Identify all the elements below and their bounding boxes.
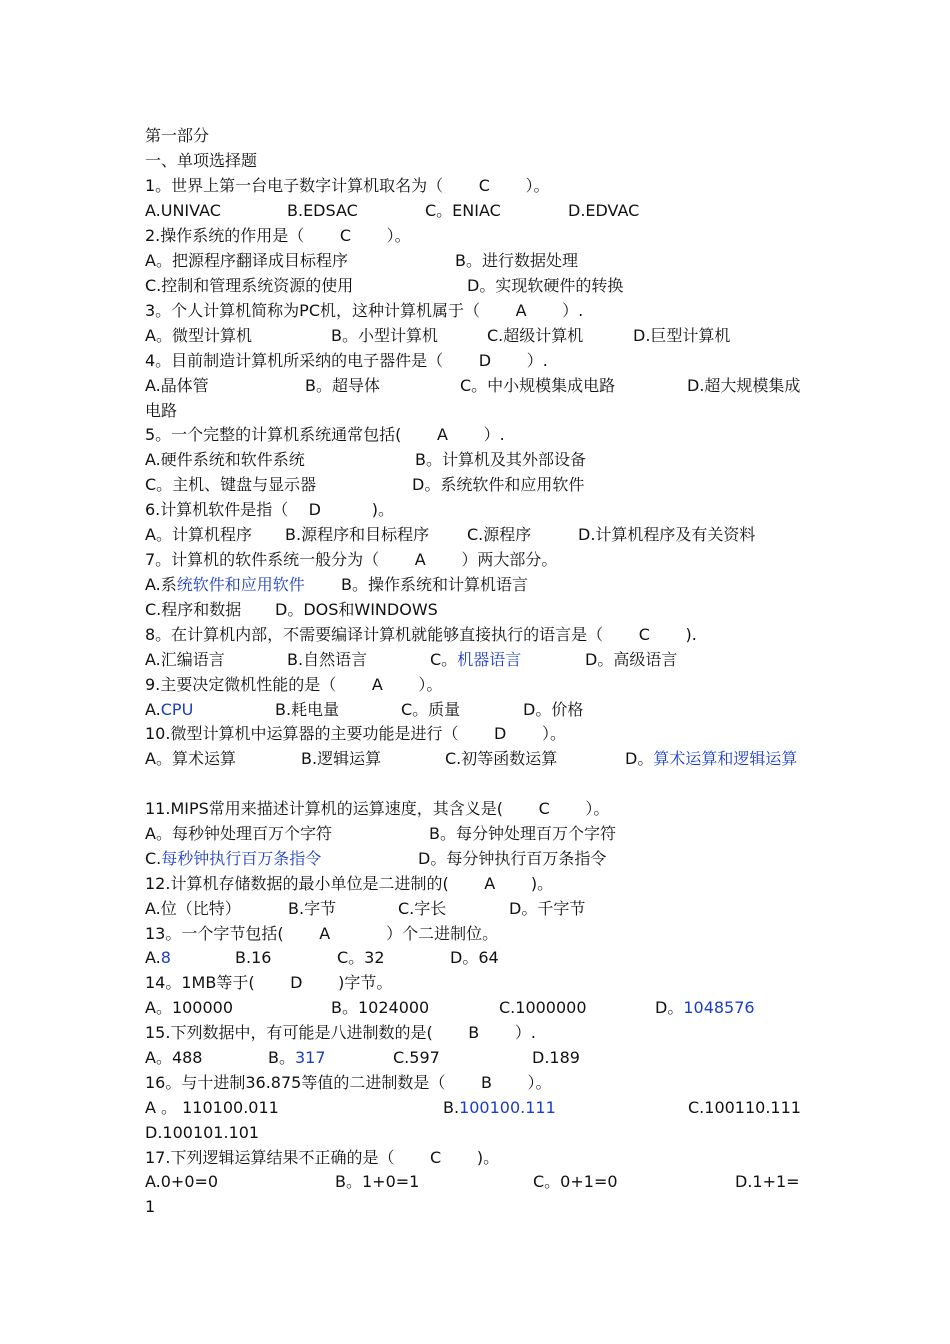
option-d: D。高级语言 xyxy=(585,650,678,669)
options-16 xyxy=(145,1096,801,1120)
options-5b xyxy=(145,473,585,497)
option-d: D.计算机程序及有关资料 xyxy=(578,525,756,544)
option-d: D.EDVAC xyxy=(568,201,640,220)
option-b: B。操作系统和计算机语言 xyxy=(341,575,528,594)
options-15 xyxy=(145,1046,580,1070)
option-b: B.逻辑运算 xyxy=(301,749,382,768)
option-a: A.汇编语言 xyxy=(145,650,225,669)
option-a: A。计算机程序 xyxy=(145,525,252,544)
option-d: D。千字节 xyxy=(509,899,586,918)
question-11: 11.MIPS常用来描述计算机的运算速度，其含义是( C ）。 xyxy=(145,799,610,818)
option-highlight: 每秒钟执行百万条指令 xyxy=(161,849,322,868)
option-b xyxy=(268,1046,326,1070)
options-7a xyxy=(145,573,528,597)
option-a: A。每秒钟处理百万个字符 xyxy=(145,824,332,843)
option-highlight: 机器语言 xyxy=(457,650,522,669)
option-a: A.硬件系统和软件系统 xyxy=(145,450,305,469)
option-b: B.字节 xyxy=(288,899,337,918)
options-13 xyxy=(145,946,499,970)
option-prefix: A. xyxy=(145,700,161,719)
option-a: A。488 xyxy=(145,1048,203,1067)
question-16: 16。与十进制36.875等值的二进制数是（ B ）。 xyxy=(145,1073,552,1092)
option-b: B。进行数据处理 xyxy=(455,251,578,270)
option-d: D。价格 xyxy=(523,700,584,719)
options-9 xyxy=(145,698,584,722)
option-highlight: 统软件和应用软件 xyxy=(176,575,305,594)
option-a: A。算术运算 xyxy=(145,749,236,768)
question-15: 15.下列数据中，有可能是八进制数的是( B ）. xyxy=(145,1023,536,1042)
options-14 xyxy=(145,996,755,1020)
option-b: B。计算机及其外部设备 xyxy=(415,450,586,469)
option-highlight: 8 xyxy=(160,948,171,967)
option-b: B.源程序和目标程序 xyxy=(285,525,430,544)
option-c: C.程序和数据 xyxy=(145,600,242,619)
question-7: 7。计算机的软件系统一般分为（ A ）两大部分。 xyxy=(145,550,558,569)
options-11b xyxy=(145,847,607,871)
option-c xyxy=(430,648,521,672)
option-c: C.超级计算机 xyxy=(487,326,584,345)
option-d: D。DOS和WINDOWS xyxy=(275,600,438,619)
options-8 xyxy=(145,648,678,672)
options-4 xyxy=(145,374,801,398)
option-prefix: D。 xyxy=(655,998,684,1017)
option-a: A 。 110100.011 xyxy=(145,1098,279,1117)
option-c: C.100110.111 xyxy=(688,1098,801,1117)
option-a xyxy=(145,698,193,722)
question-1: 1。世界上第一台电子数字计算机取名为（ C ）。 xyxy=(145,176,550,195)
question-14: 14。1MB等于( D )字节。 xyxy=(145,973,393,992)
option-d: D。系统软件和应用软件 xyxy=(412,475,585,494)
options-12 xyxy=(145,897,586,921)
option-d: D。64 xyxy=(450,948,499,967)
subsection-title: 一、单项选择题 xyxy=(145,151,258,170)
options-7b xyxy=(145,598,438,622)
option-prefix: B。 xyxy=(268,1048,295,1067)
option-b: B.自然语言 xyxy=(287,650,368,669)
options-2a xyxy=(145,249,578,273)
option-a: A.UNIVAC xyxy=(145,201,221,220)
option-d: D.100101.101 xyxy=(145,1123,260,1142)
option-wrap-4: 电路 xyxy=(145,401,178,420)
question-17: 17.下列逻辑运算结果不正确的是（ C )。 xyxy=(145,1148,500,1167)
option-c: C.控制和管理系统资源的使用 xyxy=(145,276,354,295)
option-b: B.16 xyxy=(235,948,272,967)
question-5: 5。一个完整的计算机系统通常包括( A ）. xyxy=(145,425,505,444)
options-16b xyxy=(145,1121,260,1145)
option-c: C.1000000 xyxy=(499,998,587,1017)
options-10 xyxy=(145,747,798,771)
option-prefix: A. xyxy=(145,948,161,967)
option-b: B。小型计算机 xyxy=(331,326,438,345)
option-prefix: B. xyxy=(443,1098,460,1117)
option-c xyxy=(145,847,321,871)
option-d xyxy=(655,996,755,1020)
option-wrap-17: 1 xyxy=(145,1197,156,1216)
options-3 xyxy=(145,324,731,348)
option-a: A。微型计算机 xyxy=(145,326,252,345)
question-8: 8。在计算机内部，不需要编译计算机就能够直接执行的语言是（ C ). xyxy=(145,625,697,644)
option-d: D.189 xyxy=(532,1048,580,1067)
question-13: 13。一个字节包括( A ）个二进制位。 xyxy=(145,924,499,943)
option-b xyxy=(443,1096,556,1120)
option-d: D。每分钟执行百万条指令 xyxy=(418,849,607,868)
option-a: A。把源程序翻译成目标程序 xyxy=(145,251,348,270)
options-5a xyxy=(145,448,586,472)
option-b: B。1024000 xyxy=(331,998,430,1017)
option-d: D.1+1= xyxy=(735,1172,800,1191)
option-c: C。0+1=0 xyxy=(533,1172,618,1191)
option-c: C。32 xyxy=(337,948,385,967)
option-prefix: C。 xyxy=(430,650,458,669)
options-1 xyxy=(145,199,640,223)
section-title: 第一部分 xyxy=(145,126,210,145)
option-d xyxy=(625,747,797,771)
question-4: 4。目前制造计算机所采纳的电子器件是（ D ）. xyxy=(145,351,548,370)
option-c: C。中小规模集成电路 xyxy=(460,376,616,395)
option-highlight: 100100.111 xyxy=(459,1098,556,1117)
option-c: C.源程序 xyxy=(467,525,532,544)
option-highlight: 算术运算和逻辑运算 xyxy=(653,749,798,768)
options-6 xyxy=(145,523,756,547)
question-10: 10.微型计算机中运算器的主要功能是进行（ D ）。 xyxy=(145,724,566,743)
option-d: D。实现软硬件的转换 xyxy=(467,276,624,295)
option-prefix: A.系 xyxy=(145,575,177,594)
question-6: 6.计算机软件是指（ D )。 xyxy=(145,500,395,519)
option-highlight: CPU xyxy=(160,700,194,719)
option-c: C。主机、键盘与显示器 xyxy=(145,475,317,494)
option-prefix: C. xyxy=(145,849,162,868)
option-a: A。100000 xyxy=(145,998,234,1017)
option-a: A.晶体管 xyxy=(145,376,209,395)
options-11a xyxy=(145,822,616,846)
option-a xyxy=(145,573,305,597)
options-17 xyxy=(145,1170,800,1194)
option-a: A.位（比特） xyxy=(145,899,241,918)
question-12: 12.计算机存储数据的最小单位是二进制的( A )。 xyxy=(145,874,554,893)
option-c: C.初等函数运算 xyxy=(445,749,558,768)
option-highlight: 1048576 xyxy=(683,998,755,1017)
option-a: A.0+0=0 xyxy=(145,1172,219,1191)
option-b: B。超导体 xyxy=(305,376,380,395)
option-prefix: D。 xyxy=(625,749,654,768)
option-d: D.巨型计算机 xyxy=(633,326,731,345)
question-2: 2.操作系统的作用是（ C ）。 xyxy=(145,226,411,245)
option-c: C.597 xyxy=(393,1048,440,1067)
question-9: 9.主要决定微机性能的是（ A ）。 xyxy=(145,675,443,694)
option-b: B.耗电量 xyxy=(275,700,340,719)
option-c: C.字长 xyxy=(398,899,447,918)
question-3: 3。个人计算机简称为PC机，这种计算机属于（ A ）. xyxy=(145,301,584,320)
option-d: D.超大规模集成 xyxy=(687,376,801,395)
option-b: B。1+0=1 xyxy=(335,1172,420,1191)
option-a xyxy=(145,946,171,970)
option-highlight: 317 xyxy=(294,1048,326,1067)
option-b: B.EDSAC xyxy=(287,201,358,220)
option-c: C。ENIAC xyxy=(425,201,501,220)
options-2b xyxy=(145,274,624,298)
option-b: B。每分钟处理百万个字符 xyxy=(429,824,616,843)
option-c: C。质量 xyxy=(401,700,461,719)
